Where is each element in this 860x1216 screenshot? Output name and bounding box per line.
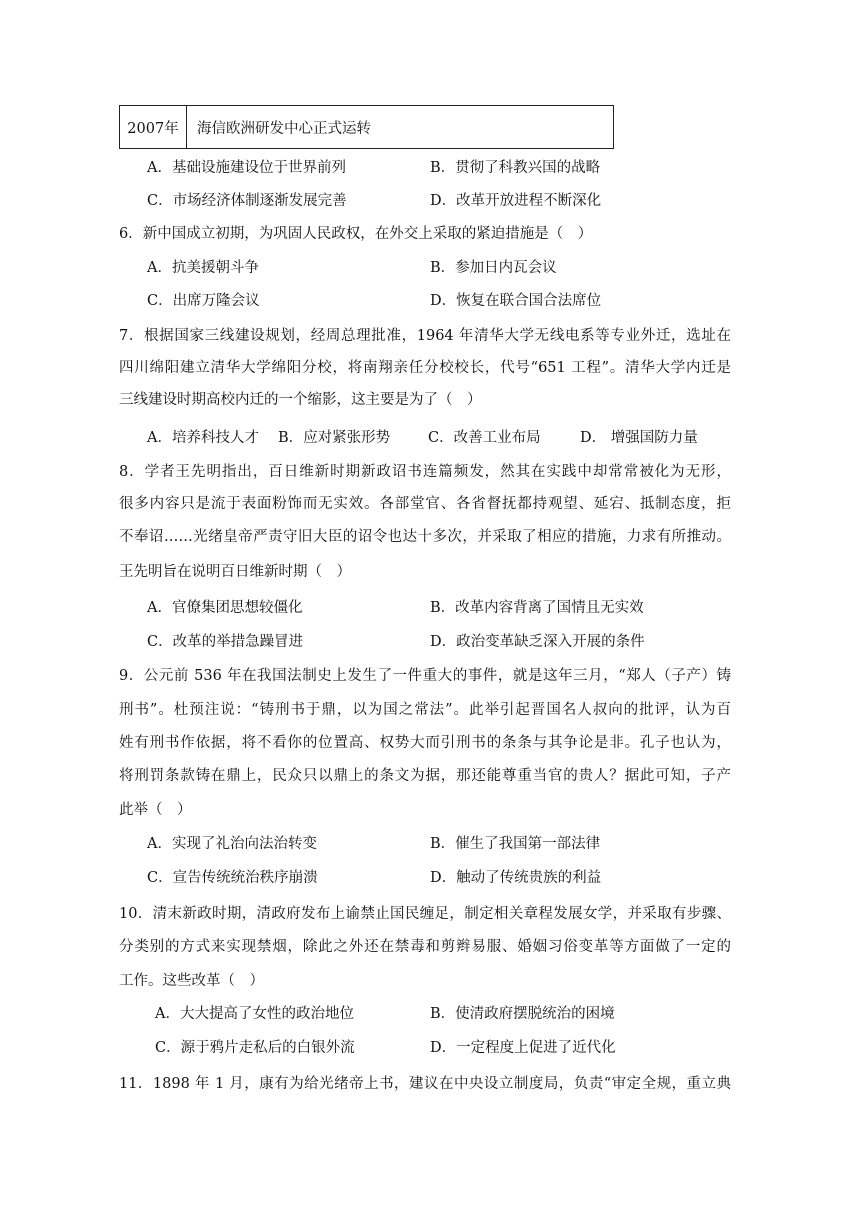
q9-option-c[interactable]: C．宣告传统统治秩序崩溃 bbox=[147, 870, 318, 886]
q10-option-d[interactable]: D．一定程度上促进了近代化 bbox=[430, 1040, 616, 1056]
q7-line-3: 三线建设时期高校内迁的一个缩影，这主要是为了（ ） bbox=[119, 392, 482, 408]
q10-option-a[interactable]: A．大大提高了女性的政治地位 bbox=[155, 1006, 354, 1022]
table-year-cell: 2007年 bbox=[120, 106, 187, 148]
q6-stem: 6．新中国成立初期，为巩固人民政权，在外交上采取的紧迫措施是（ ） bbox=[119, 226, 593, 242]
q8-line-3: 不奉诏……光绪皇帝严责守旧大臣的诏令也达十多次，并采取了相应的措施，力求有所推动。 bbox=[119, 529, 731, 545]
q9-option-a[interactable]: A．实现了礼治向法治转变 bbox=[147, 836, 317, 852]
q10-line-2: 分类别的方式来实现禁烟，除此之外还在禁毒和剪辫易服、婚姻习俗变革等方面做了一定的 bbox=[119, 939, 731, 955]
timeline-table bbox=[119, 105, 614, 149]
q8-option-c[interactable]: C．改革的举措急躁冒进 bbox=[147, 634, 304, 650]
q10-line-1: 10．清末新政时期，清政府发布上谕禁止国民缠足，制定相关章程发展女学，并采取有步骤、 bbox=[119, 906, 731, 922]
q7-option-a[interactable]: A．培养科技人才 bbox=[147, 430, 259, 446]
table-event-cell: 海信欧洲研发中心正式运转 bbox=[197, 120, 371, 137]
q6-option-c[interactable]: C．出席万隆会议 bbox=[147, 293, 260, 309]
q10-line-3: 工作。这些改革（ ） bbox=[119, 973, 264, 989]
q8-option-d[interactable]: D．政治变革缺乏深入开展的条件 bbox=[430, 634, 645, 650]
q9-line-4: 将刑罚条款铸在鼎上，民众只以鼎上的条文为据，那还能尊重当官的贵人？据此可知，子产 bbox=[119, 768, 731, 784]
q7-line-2: 四川绵阳建立清华大学绵阳分校，将南翔亲任分校校长，代号“651 工程”。清华大学内迁是 bbox=[119, 360, 731, 376]
q9-line-1: 9．公元前 536 年在我国法制史上发生了一件重大的事件，就是这年三月，“郑人（子产）铸 bbox=[119, 668, 731, 684]
q6-option-a[interactable]: A．抗美援朝斗争 bbox=[147, 260, 259, 276]
q8-option-b[interactable]: B．改革内容背离了国情且无实效 bbox=[430, 600, 644, 616]
q7-option-b[interactable]: B．应对紧张形势 bbox=[278, 430, 391, 446]
q5-option-a[interactable]: A．基础设施建设位于世界前列 bbox=[147, 160, 346, 176]
q9-option-d[interactable]: D．触动了传统贵族的利益 bbox=[430, 870, 602, 886]
q6-option-b[interactable]: B．参加日内瓦会议 bbox=[430, 260, 557, 276]
q9-line-2: 刑书”。杜预注说：“铸刑书于鼎，以为国之常法”。此举引起晋国名人叔向的批评，认为百 bbox=[119, 702, 731, 718]
q5-option-d[interactable]: D．改革开放进程不断深化 bbox=[430, 193, 602, 209]
q5-option-c[interactable]: C．市场经济体制逐渐发展完善 bbox=[147, 193, 347, 209]
q5-option-b[interactable]: B．贯彻了科教兴国的战略 bbox=[430, 160, 601, 176]
q7-line-1: 7．根据国家三线建设规划，经周总理批准，1964 年清华大学无线电系等专业外迁，选址在 bbox=[119, 328, 731, 344]
q8-option-a[interactable]: A．官僚集团思想较僵化 bbox=[147, 600, 303, 616]
q10-option-b[interactable]: B．使清政府摆脱统治的困境 bbox=[430, 1006, 615, 1022]
q8-line-2: 很多内容只是流于表面粉饰而无实效。各部堂官、各省督抚都持观望、延宕、抵制态度，拒 bbox=[119, 496, 731, 512]
q8-line-1: 8．学者王先明指出，百日维新时期新政诏书连篇频发，然其在实践中却常常被化为无形， bbox=[119, 464, 731, 480]
q10-option-c[interactable]: C．源于鸦片走私后的白银外流 bbox=[155, 1040, 355, 1056]
q7-option-d[interactable]: D． 增强国防力量 bbox=[580, 430, 698, 446]
q8-line-4: 王先明旨在说明百日维新时期（ ） bbox=[119, 564, 351, 580]
q6-option-d[interactable]: D．恢复在联合国合法席位 bbox=[430, 293, 602, 309]
q11-line-1: 11．1898 年 1 月，康有为给光绪帝上书，建议在中央设立制度局，负责“审定全规，重立典 bbox=[119, 1076, 731, 1092]
q9-option-b[interactable]: B．催生了我国第一部法律 bbox=[430, 836, 601, 852]
q9-line-3: 姓有刑书作依据，将不看你的位置高、权势大而引刑书的条条与其争论是非。孔子也认为， bbox=[119, 735, 731, 751]
q7-option-c[interactable]: C．改善工业布局 bbox=[428, 430, 541, 446]
q9-line-5: 此举（ ） bbox=[119, 802, 192, 818]
